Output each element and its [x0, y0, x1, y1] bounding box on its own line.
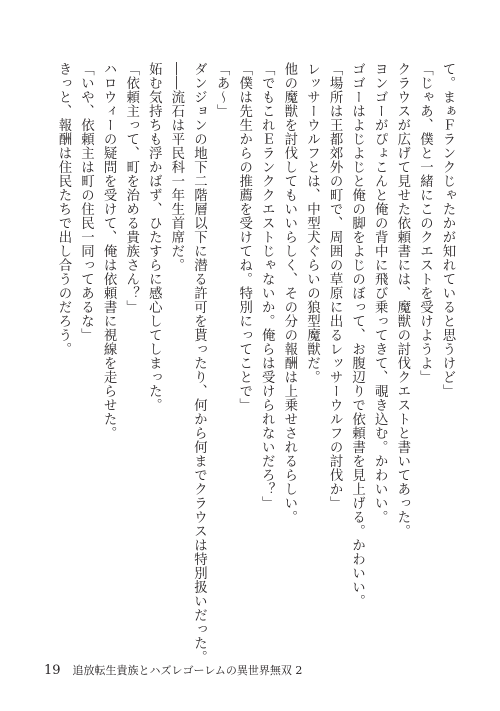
text-line-13: ――流石は平民科一年生首席だ。: [168, 62, 184, 272]
text-line-16: ハロウィーの疑問を受けて、俺は依頼書に視線を走らせた。: [101, 62, 117, 440]
page-number: 19: [44, 663, 61, 678]
text-line-8: 他の魔獣を討伐してもいいらしく、その分の報酬は上乗せされるらしい。: [281, 62, 297, 524]
text-line-12: ダンジョンの地下二階層以下に潜る許可を貰ったり、何から何までクラウスは特別扱いだった。: [191, 62, 207, 664]
text-line-18: きっと、報酬は住民たちで出し合うのだろう。: [55, 62, 71, 356]
text-line-15: 「依頼主って、町を治める貴族さん？」: [123, 62, 139, 314]
page-footer: [44, 662, 302, 678]
text-line-11: 「あ～」: [214, 62, 230, 118]
text-line-7: レッサーウルフとは、中型犬ぐらいの狼型魔獣だ。: [304, 62, 320, 384]
text-line-14: 妬む気持ちも浮かばず、ひたすらに感心してしまった。: [146, 62, 162, 412]
text-line-17: 「いや、依頼主は町の住民一同ってあるな」: [78, 62, 94, 342]
text-line-6: 「場所は王都郊外の町で、周囲の草原に出るレッサーウルフの討伐か」: [327, 62, 343, 510]
text-line-10: 「僕は先生からの推薦を受けてね。特別にってことで」: [236, 62, 252, 412]
text-line-2: 「じゃあ、僕と一緒にこのクエストを受けようよ」: [417, 62, 433, 384]
text-line-1: て。まぁＦランクじゃたかが知れていると思うけど」: [440, 62, 455, 398]
text-line-4: ヨンゴーがぴょこんと俺の背中に飛び乗ってきて、覗き込む。かわいい。: [372, 62, 388, 524]
book-title: 追放転生貴族とハズレゴーレムの異世界無双 2: [72, 664, 303, 677]
text-line-9: 「でもこれＥランククエストじゃないか。俺らは受けられないだろ？」: [259, 62, 275, 510]
text-line-3: クラウスが広げて見せた依頼書には、魔獣の討伐クエストと書いてあった。: [394, 62, 410, 538]
text-line-5: ゴゴーはよじよじと俺の脚をよじのぼって、お腹辺りで依頼書を見上げる。かわいい。: [349, 62, 365, 608]
vertical-text-body: [38, 62, 458, 664]
